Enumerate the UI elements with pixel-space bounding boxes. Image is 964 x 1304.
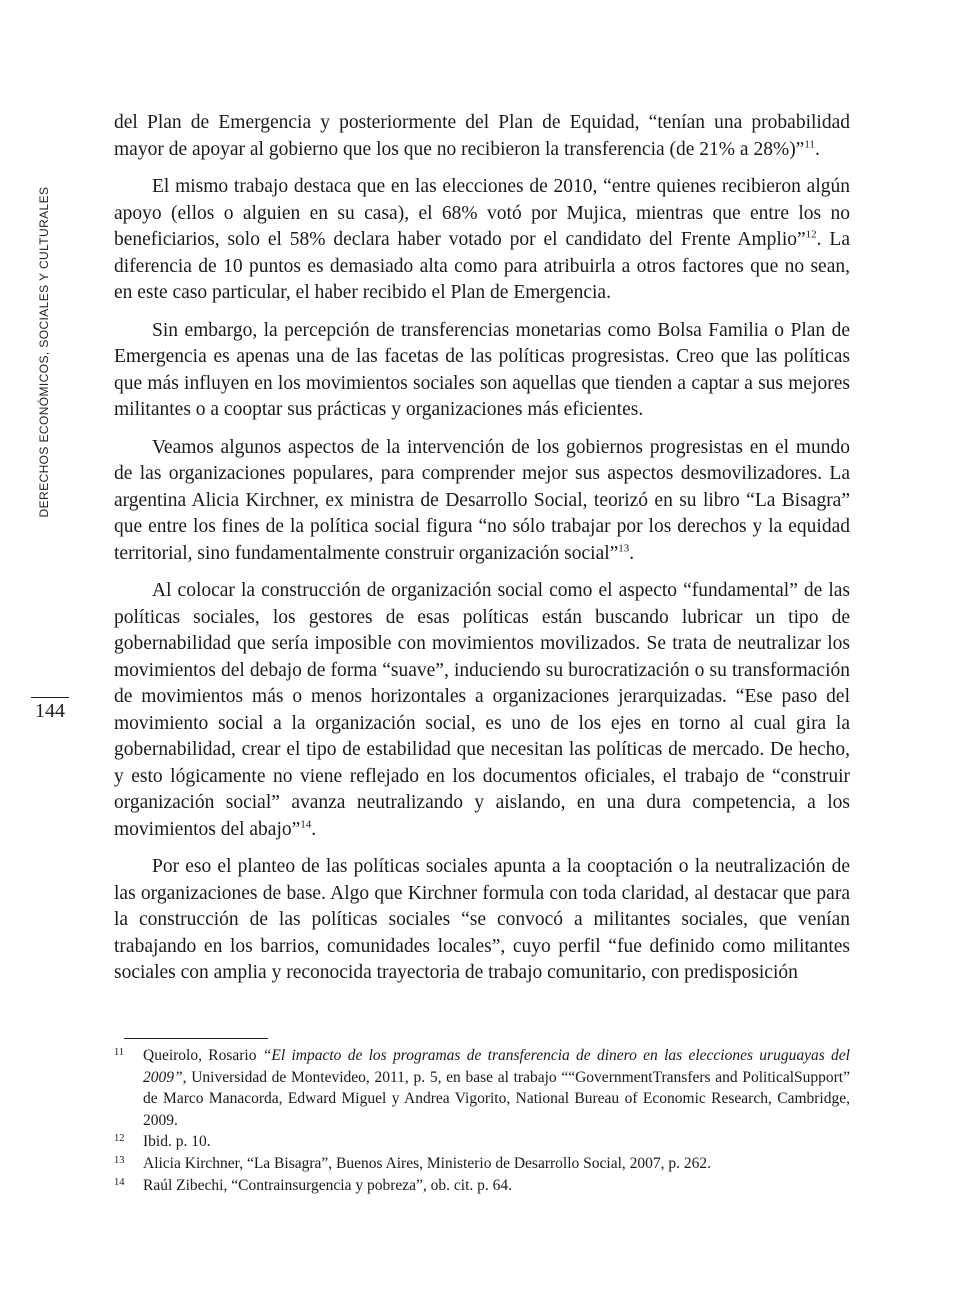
footnote-12 (114, 1131, 850, 1153)
footnote-number: 13 (114, 1154, 125, 1166)
page-number-rule (31, 697, 69, 698)
footnote-13 (114, 1153, 850, 1175)
paragraph-1 (114, 110, 850, 163)
footnote-text: Raúl Zibechi, “Contrainsurgencia y pobreza”, ob. cit. p. 64. (143, 1176, 513, 1194)
paragraph-4-end: . (629, 542, 635, 564)
paragraph-6-text: Por eso el planteo de las políticas sociales apunta a la cooptación o la neutralización de las organizaciones de base. Algo que Kirchner formula con toda claridad, al destacar que para la construcción de las políticas sociales “se convocó a militantes sociales, que venían trabajando en los barrios, comunidades locales”, cuyo perfil “fue definido como militantes sociales con amplia y reconocida trayectoria de trabajo comunitario, con predisposición (114, 856, 850, 983)
running-head-text: DERECHOS ECONÓMICOS, SOCIALES Y CULTURALES (37, 186, 51, 518)
footnote-11 (114, 1045, 850, 1131)
paragraph-2 (114, 174, 850, 307)
paragraph-4-text: Veamos algunos aspectos de la intervención de los gobiernos progresistas en el mundo de las organizaciones populares, para comprender mejor sus aspectos desmovilizadores. La argentina Alicia Kirchner, ex ministra de Desarrollo Social, teorizó en su libro “La Bisagra” que entre los fines de la política social figura “no sólo trabajar por los derechos y la equidad territorial, sino fundamentalmente construir organización social” (114, 436, 850, 564)
body-text (114, 110, 850, 998)
footnote-rest: , Universidad de Montevideo, 2011, p. 5, en base al trabajo ““GovernmentTransfers and PoliticalSupport” de Marco Manacorda, Edward Miguel y Andrea Vigorito, National Bureau of Economic Research, Cambridge, 2009. (143, 1068, 850, 1129)
footnote-ref-12[interactable]: 12 (805, 228, 817, 241)
paragraph-5 (114, 578, 850, 843)
footnote-ref-11[interactable]: 11 (804, 138, 815, 150)
footnote-text: Ibid. p. 10. (143, 1133, 211, 1151)
footnote-number: 14 (114, 1176, 125, 1188)
paragraph-2-text: El mismo trabajo destaca que en las elecciones de 2010, “entre quienes recibieron algún apoyo (ellos o alguien en su casa), el 68% votó por Mujica, mientras que entre los no beneficiarios, solo el 58% declara haber votado por el candidato del Frente Amplio” (114, 176, 850, 250)
paragraph-1-end: . (814, 138, 820, 160)
paragraph-5-text: Al colocar la construcción de organización social como el aspecto “fundamental” de las políticas sociales, los gestores de esas políticas están buscando lubricar un tipo de gobernabilidad que sería imposible con movimientos movilizados. Se trata de neutralizar los movimientos del debajo de forma “suave”, induciendo su burocratización o su transformación de movimientos más o menos horizontales a organizaciones jerarquizadas. “Ese paso del movimiento social a la organización social, es uno de los ejes en torno al cual gira la gobernabilidad, crear el tipo de estabilidad que necesitan las políticas de mercado. De hecho, y esto lógicamente no viene reflejado en los documentos oficiales, el trabajo de “construir organización social” avanza neutralizando y aislando, en una dura competencia, a los movimientos del abajo” (114, 580, 850, 840)
footnote-title: “El impacto de los programas de transferencia de dinero en las elecciones uruguayas del 2009” (143, 1047, 850, 1086)
footnote-author: Queirolo, Rosario (143, 1047, 263, 1064)
footnote-ref-13[interactable]: 13 (618, 542, 630, 554)
paragraph-6 (114, 854, 850, 987)
footnote-number: 12 (114, 1133, 125, 1145)
paragraph-5-end: . (311, 818, 317, 840)
paragraph-1-text: del Plan de Emergencia y posteriormente del Plan de Equidad, “tenían una probabilidad mayor de apoyar al gobierno que los que no recibieron la transferencia (de 21% a 28%)” (114, 112, 850, 160)
paragraph-3 (114, 318, 850, 424)
running-head (34, 186, 54, 518)
footnote-ref-14[interactable]: 14 (300, 818, 312, 830)
footnote-separator (124, 1038, 268, 1039)
footnote-number: 11 (114, 1047, 125, 1058)
footnote-text: Alicia Kirchner, “La Bisagra”, Buenos Aires, Ministerio de Desarrollo Social, 2007, p. 262. (143, 1154, 712, 1172)
footnote-text (143, 1045, 850, 1131)
footnote-14 (114, 1175, 850, 1197)
paragraph-4 (114, 435, 850, 568)
paragraph-3-text: Sin embargo, la percepción de transferencias monetarias como Bolsa Familia o Plan de Emergencia es apenas una de las facetas de las políticas progresistas. Creo que las políticas que más influyen en los movimientos sociales son aquellas que tienden a captar a sus mejores militantes o a cooptar sus prácticas y organizaciones más eficientes. (114, 319, 850, 420)
paragraph-2-end: . La diferencia de 10 puntos es demasiado alta como para atribuirla a otros factores que no sean, en este caso particular, el haber recibido el Plan de Emergencia. (114, 229, 850, 303)
page-number: 144 (35, 700, 65, 722)
footnotes (114, 1045, 850, 1196)
